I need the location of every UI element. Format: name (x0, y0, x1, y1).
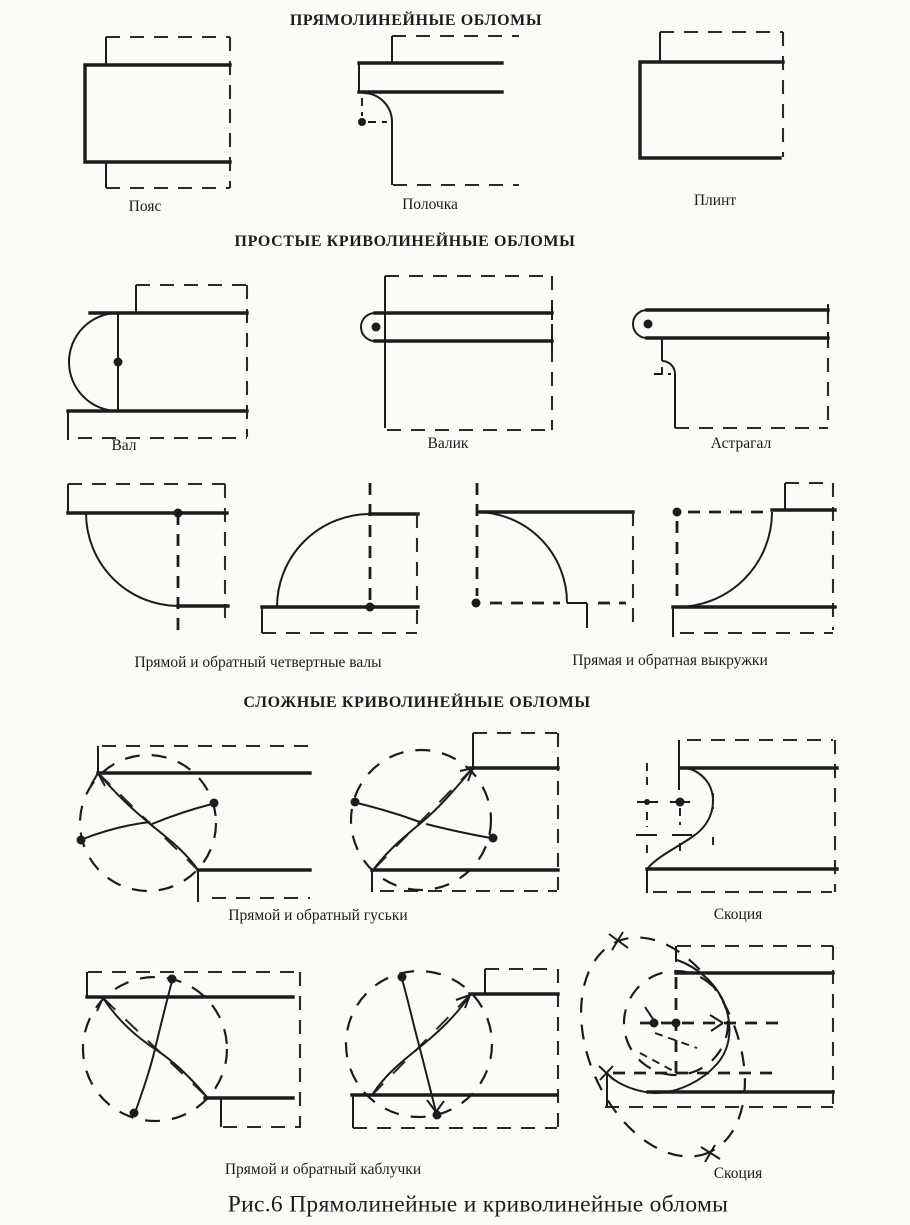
label-vykruzhki: Прямая и обратная выкружки (572, 652, 768, 669)
figure-caption: Рис.6 Прямолинейные и криволинейные обломы (227, 1191, 729, 1218)
diagram-coves (472, 483, 836, 637)
diagram-polochka (358, 36, 519, 185)
section-title-complex-curvilinear: СЛОЖНЫЕ КРИВОЛИНЕЙНЫЕ ОБЛОМЫ (243, 694, 591, 711)
diagram-scotia-top (636, 740, 837, 893)
label-val: Вал (111, 437, 137, 454)
section-title-simple-curvilinear: ПРОСТЫЕ КРИВОЛИНЕЙНЫЕ ОБЛОМЫ (234, 233, 576, 250)
diagram-quarter-rounds (68, 483, 418, 633)
label-skotsiya-top: Скоция (713, 906, 763, 923)
label-quarter-vals: Прямой и обратный четвертные валы (134, 654, 382, 671)
diagram-plint (640, 32, 783, 158)
diagram-poyas (85, 37, 230, 188)
label-astragal: Астрагал (710, 435, 772, 452)
label-poyas: Пояс (128, 198, 162, 215)
label-kabluchki: Прямой и обратный каблучки (224, 1161, 422, 1178)
diagram-gusek-right (351, 733, 559, 892)
diagram-kabluchok-left (83, 972, 300, 1128)
diagram-valik (361, 276, 552, 430)
diagram-gusek-left (77, 746, 311, 902)
section-title-rectilinear: ПРЯМОЛИНЕЙНЫЕ ОБЛОМЫ (289, 12, 543, 29)
label-plint: Плинт (693, 192, 737, 209)
diagram-astragal (633, 304, 828, 428)
diagram-scotia-bottom (549, 912, 833, 1182)
label-skotsiya-bottom: Скоция (713, 1165, 763, 1182)
diagram-kabluchok-right (346, 969, 558, 1128)
diagram-val (68, 285, 247, 440)
label-polochka: Полочка (402, 196, 458, 213)
label-guski: Прямой и обратный гуськи (228, 907, 408, 924)
label-valik: Валик (427, 435, 469, 452)
